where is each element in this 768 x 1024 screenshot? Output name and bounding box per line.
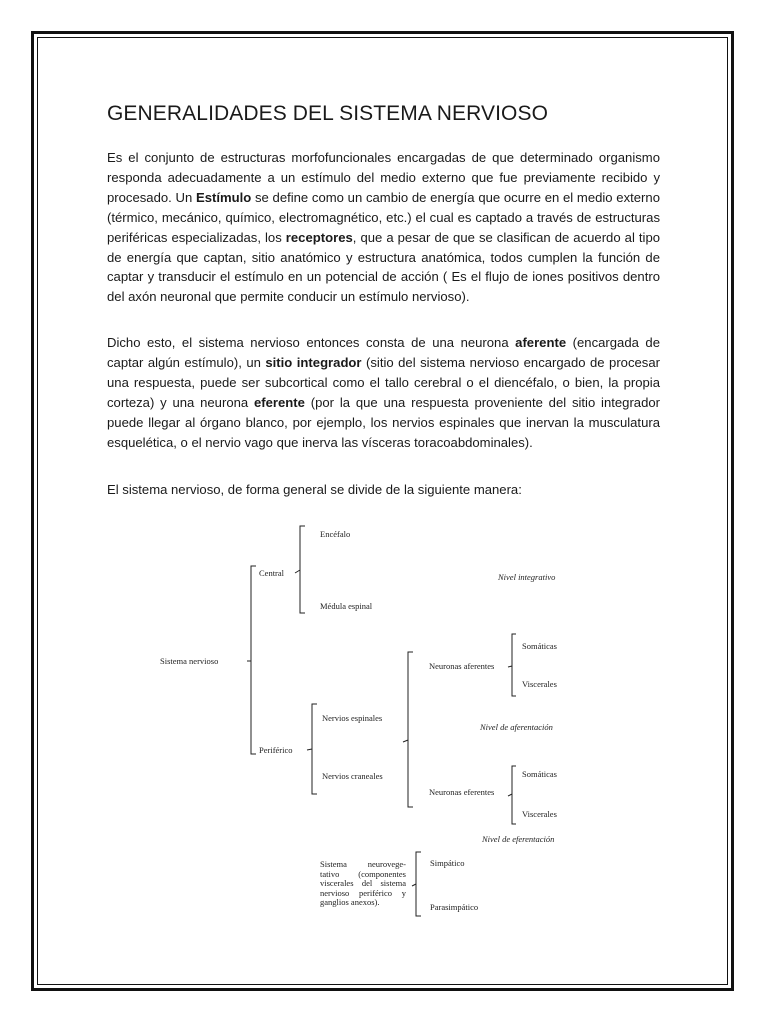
bracket-periferico (307, 704, 317, 794)
term-estimulo: Estímulo (195, 189, 252, 205)
label-nervios-craneales: Nervios craneales (322, 771, 383, 781)
bracket-root (247, 566, 256, 754)
paragraph-definition: Es el conjunto de estructuras morfofuncionales encargadas de que determinado organismo responda adecuadamente a un estímulo del medio externo que fue previamente recibido y procesado. Un Estímulo se define como un cambio de energía que ocurre en el medio externo (térmico, mecánico, químico, electromagnético, etc.) el cual es captado a través de estructuras periféricas especializadas, los receptores, que a pesar de que se clasifican de acuerdo al tipo de energía que captan, sitio anatómico y estructura anatómica, todos cumplen la función de captar y transducir el estímulo en un potencial de acción ( Es el flujo de iones positivos dentro del axón neuronal que permite conducir un estímulo nervioso). (107, 150, 661, 305)
term-eferente: eferente (253, 394, 305, 410)
label-nivel-eferentacion: Nivel de eferentación (482, 834, 555, 844)
label-medula-espinal: Médula espinal (320, 601, 373, 611)
label-sistema-neurovegetativo: Sistema neurovege-tativo (componentes viscerales del sistema nervioso periférico y ganglios anexos). (320, 859, 406, 907)
term-aferente: aferente (515, 335, 567, 350)
label-nivel-integrativo: Nivel integrativo (498, 572, 556, 582)
label-encefalo: Encéfalo (320, 529, 351, 539)
label-somaticas-eferentes: Somáticas (522, 769, 557, 779)
page-title: GENERALIDADES DEL SISTEMA NERVIOSO (107, 102, 549, 125)
paragraph-division-intro: El sistema nervioso, de forma general se divide de la siguiente manera: (107, 482, 522, 497)
label-viscerales-eferentes: Viscerales (522, 809, 557, 819)
paragraph-components: Dicho esto, el sistema nervioso entonces consta de una neurona aferente (encargada de captar algún estímulo), un sitio integrador (sitio del sistema nervioso encargado de procesar una respuesta, puede ser subcortical como el tallo cerebral o el diencéfalo, o bien, la propia corteza) y una neurona eferente (por la que una respuesta proveniente del sitio integrador puede llegar al órgano blanco, por ejemplo, los nervios espinales que inervan la musculatura esquelética, o el nervio vago que inerva las vísceras toracoabdominales). (107, 335, 661, 450)
label-viscerales-aferentes: Viscerales (522, 679, 557, 689)
term-receptores: receptores (285, 229, 353, 245)
label-somaticas-aferentes: Somáticas (522, 641, 557, 651)
label-neuronas-aferentes: Neuronas aferentes (429, 661, 495, 671)
label-nervios-espinales: Nervios espinales (322, 713, 383, 723)
term-sitio-integrador: sitio integrador (265, 354, 362, 370)
bracket-eferentes (508, 766, 516, 824)
label-neuronas-eferentes: Neuronas eferentes (429, 787, 495, 797)
bracket-neuronas (403, 652, 413, 807)
bracket-central (295, 526, 305, 613)
label-simpatico: Simpático (430, 858, 465, 868)
bracket-aferentes (508, 634, 516, 696)
label-sistema-nervioso: Sistema nervioso (160, 656, 219, 666)
label-central: Central (259, 568, 285, 578)
label-parasimpatico: Parasimpático (430, 902, 479, 912)
label-periferico: Periférico (259, 745, 293, 755)
bracket-neurovegetativo (412, 852, 421, 916)
label-nivel-aferentacion: Nivel de aferentación (480, 722, 553, 732)
